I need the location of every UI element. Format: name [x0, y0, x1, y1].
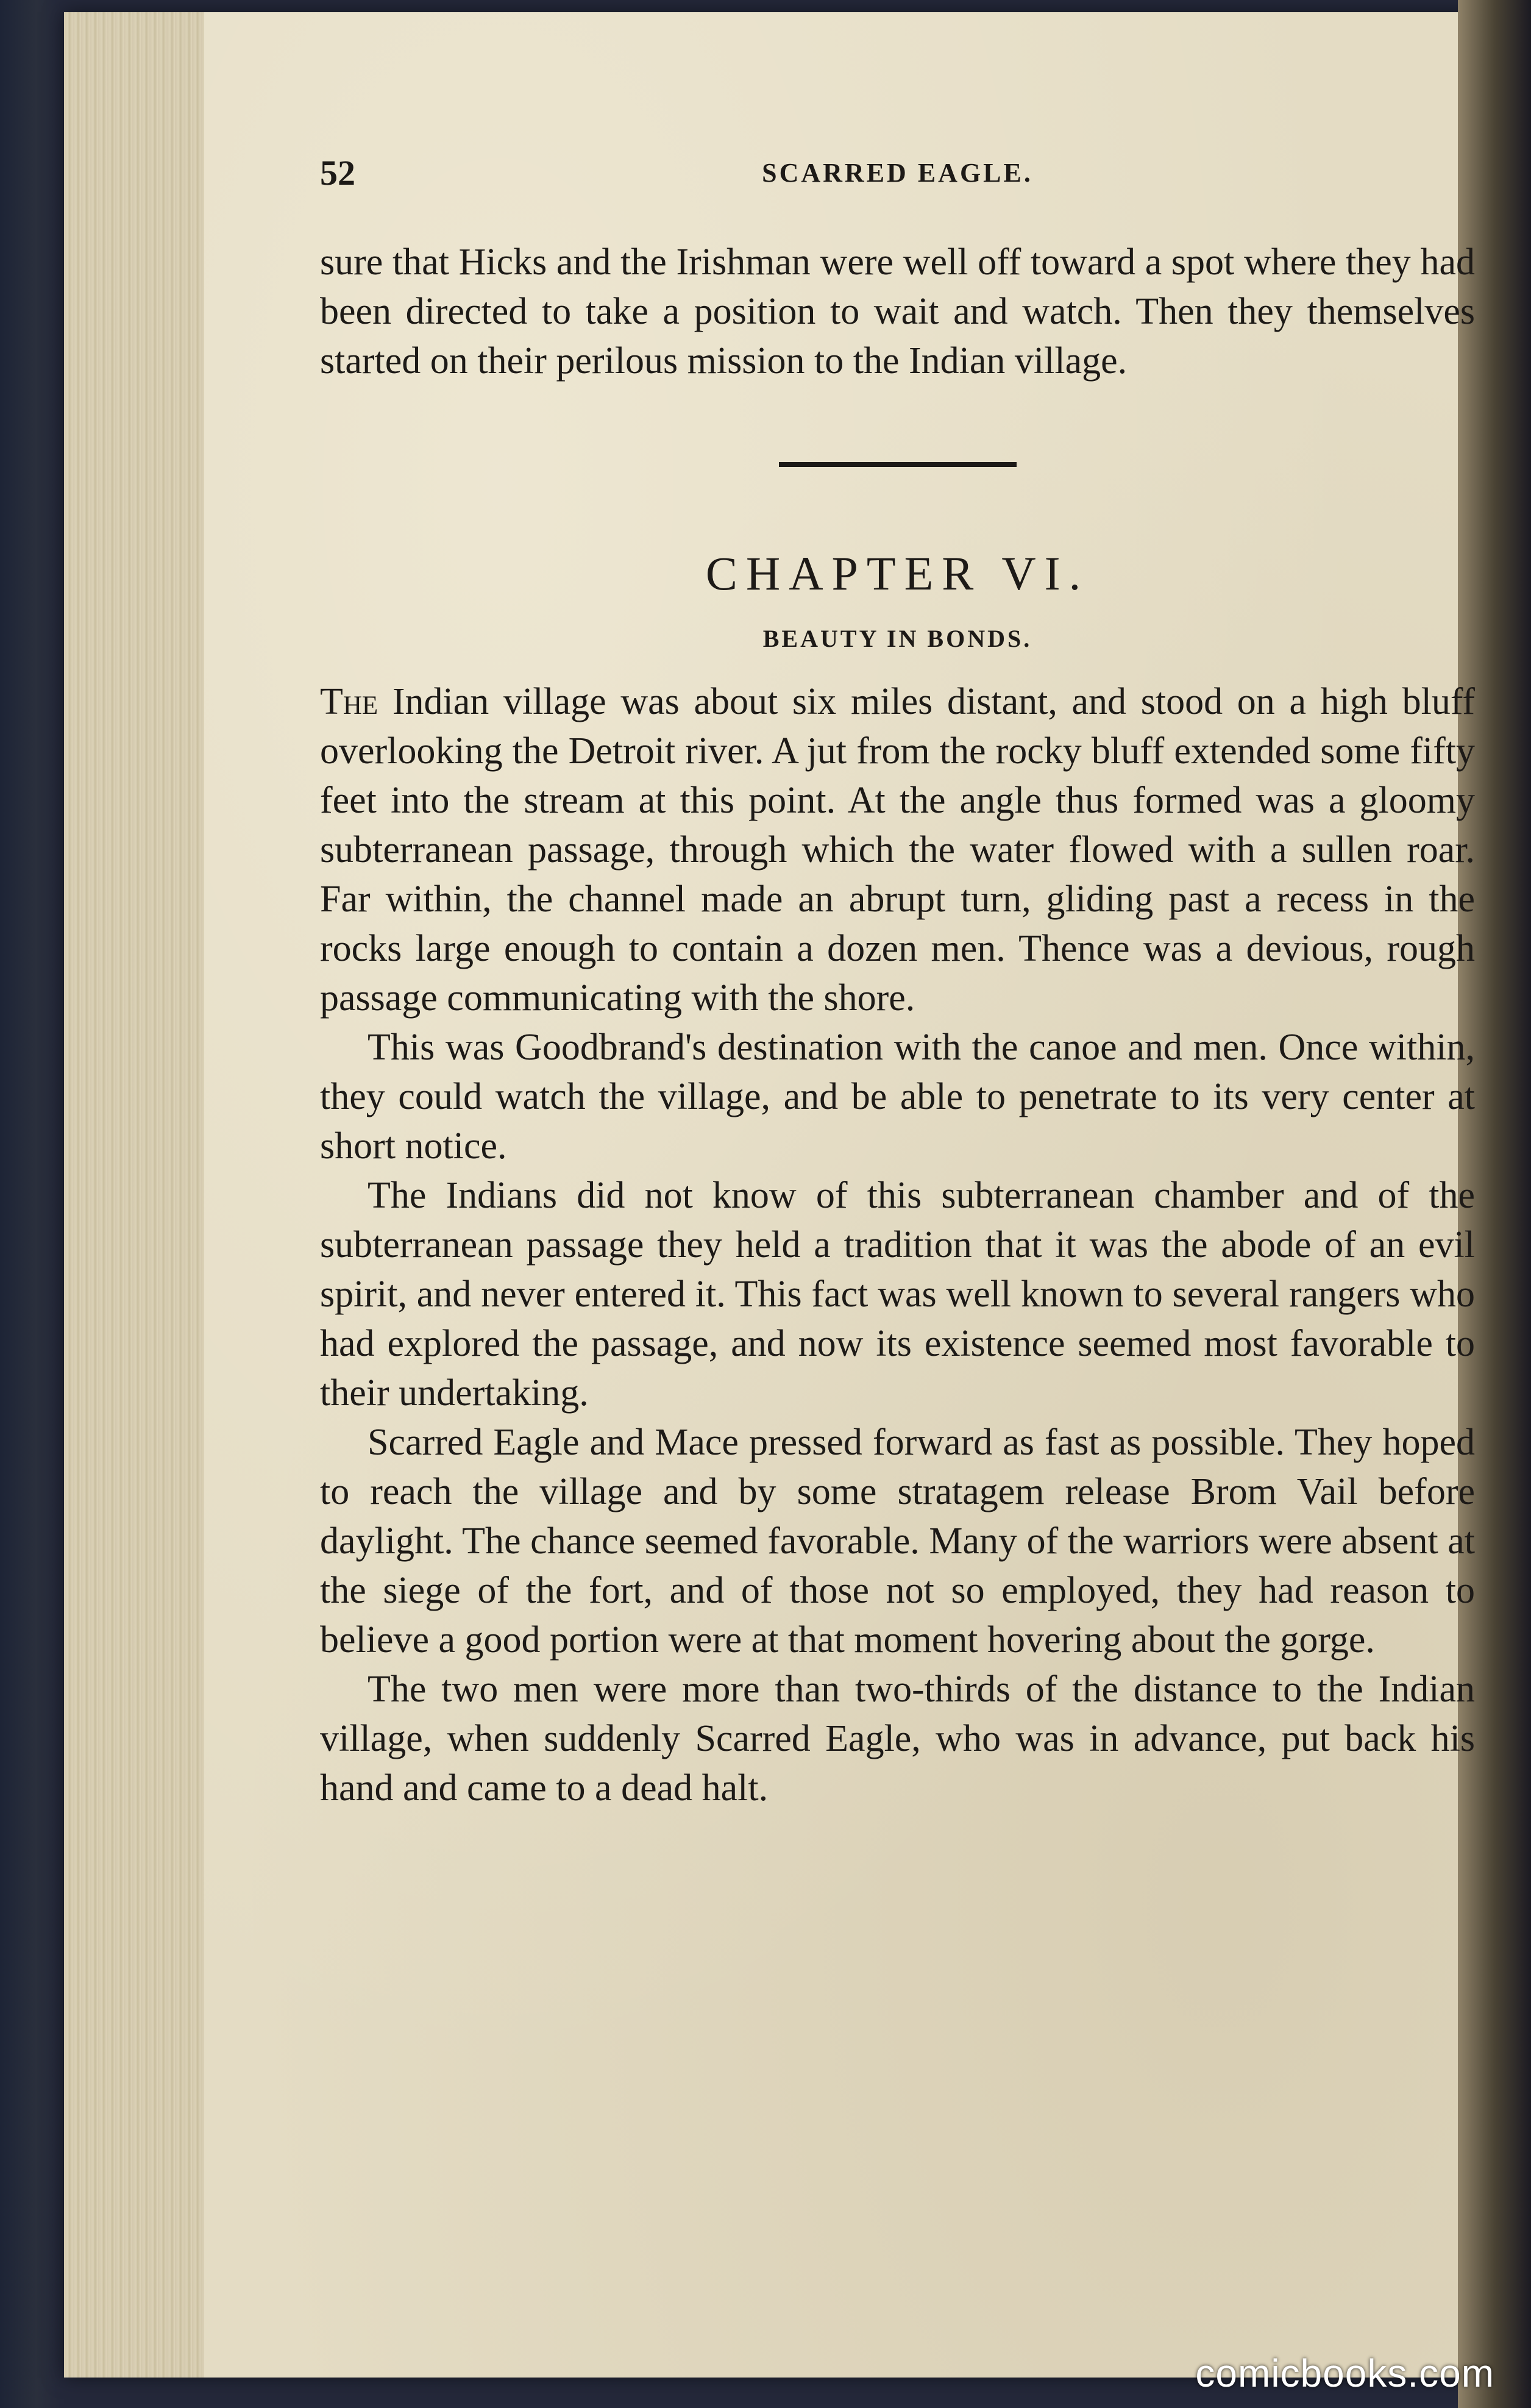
page-number: 52 — [320, 153, 355, 193]
chapter-title: CHAPTER VI. — [705, 547, 1090, 600]
paragraph-1-lead: The — [320, 681, 378, 722]
running-head — [320, 140, 1475, 195]
page-text — [320, 140, 1475, 1813]
paragraph-3: The Indians did not know of this subterranean chamber and of the subterranean passage they held a tradition that it was the abode of an evil spirit, and never entered it. This fact was well known to several rangers who had explored the passage, and now its existence seemed most favorable to their undertaking. — [320, 1175, 1475, 1414]
opening-paragraph: sure that Hicks and the Irishman were well off toward a spot where they had been directed to take a position to wait and watch. Then they themselves started on their perilous mission to the Indian village. — [320, 241, 1475, 382]
page-edges — [64, 12, 204, 2378]
paragraph-1-text: Indian village was about six miles distant, and stood on a high bluff overlooking the Detroit river. A jut from the rocky bluff extended some fifty feet into the stream at this point. At the angle thus formed was a gloomy subterranean passage, through which the water flowed with a sullen roar. Far within, the channel made an abrupt turn, gliding past a recess in the rocks large enough to contain a dozen men. Thence was a devious, rough passage communicating with the shore. — [320, 681, 1475, 1019]
chapter-subtitle: BEAUTY IN BONDS. — [762, 625, 1032, 652]
paragraph-4: Scarred Eagle and Mace pressed forward as fast as possible. They hoped to reach the village and by some stratagem release Brom Vail before daylight. The chance seemed favorable. Many of the warriors were absent at the siege of the fort, and of those not so employed, they had reason to believe a good portion were at that moment hovering about the gorge. — [320, 1422, 1475, 1661]
site-watermark: comicbooks.com — [1195, 2351, 1494, 2395]
running-title: SCARRED EAGLE. — [762, 158, 1033, 188]
paragraph-2: This was Goodbrand's destination with the canoe and men. Once within, they could watch the village, and be able to penetrate to its very center at short notice. — [320, 1027, 1475, 1167]
paragraph-5: The two men were more than two-thirds of the distance to the Indian village, when suddenly Scarred Eagle, who was in advance, put back his hand and came to a dead halt. — [320, 1669, 1475, 1809]
paragraph-1 — [320, 677, 1475, 1023]
section-divider — [779, 462, 1017, 467]
